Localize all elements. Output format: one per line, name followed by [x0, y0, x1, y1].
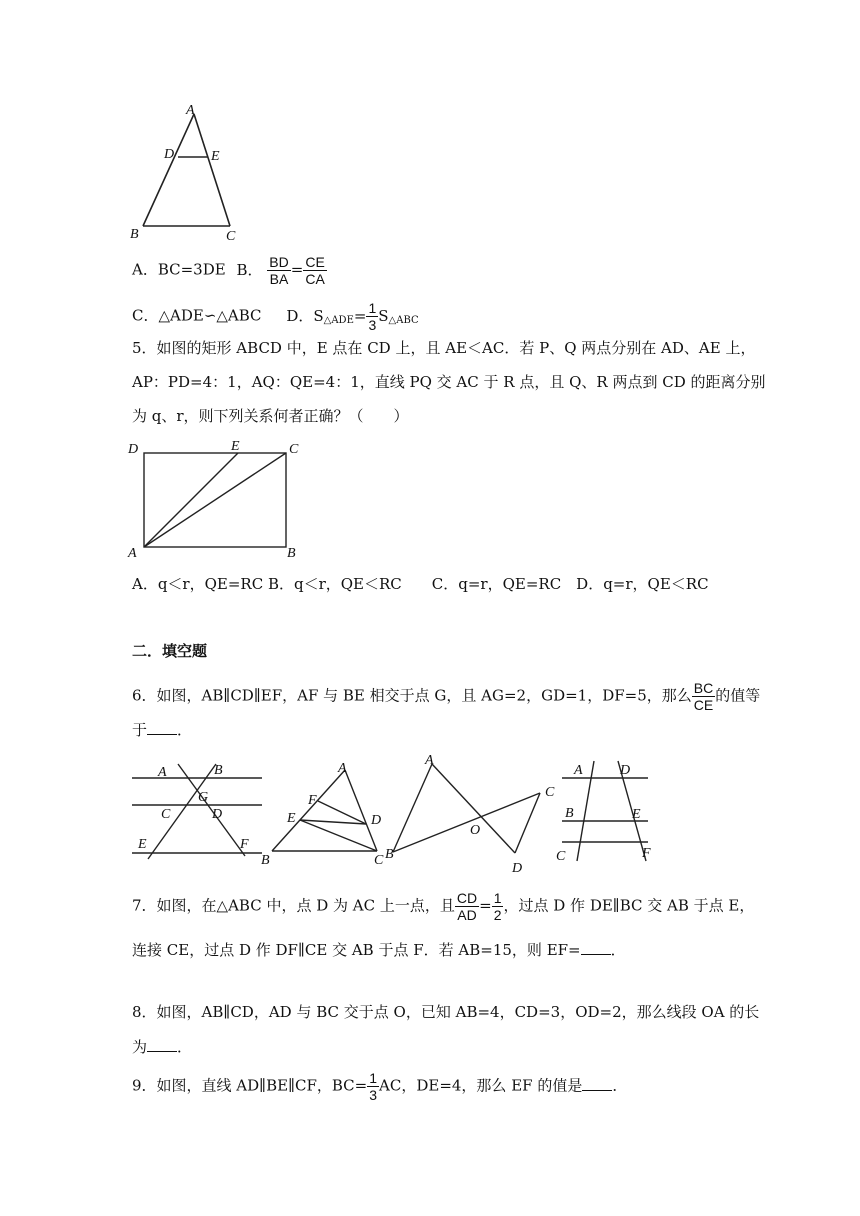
label-d: D [128, 442, 139, 457]
q9-line: 9．如图，直线 AD∥BE∥CF，BC= $\frac{1}{3}$ AC，DE=4，那么 EF 的值是 ． [132, 1070, 628, 1103]
q6-line-1: 6．如图，AB∥CD∥EF，AF 与 BE 相交于点 G，且 AG=2，GD=1，DF=5，那么 $\frac{BC}{CE}$ 的值等 [132, 680, 761, 713]
q5-line-1: 5．如图的矩形 ABCD 中，E 点在 CD 上，且 AE＜AC．若 P、Q 两点分别在 AD、AE 上， [132, 339, 756, 357]
svg-text:B: B [214, 763, 223, 778]
answer-blank[interactable] [581, 940, 611, 955]
svg-text:D: D [512, 861, 523, 876]
svg-text:A: A [338, 761, 347, 776]
svg-text:D: D [620, 763, 631, 778]
q8-line-2: 为 ． [132, 1038, 193, 1056]
svg-text:O: O [470, 823, 481, 838]
svg-text:F: F [308, 793, 317, 808]
label-b: B [130, 227, 139, 242]
q7-line-2: 连接 CE，过点 D 作 DF∥CE 交 AB 于点 F．若 AB=15，则 EF= ． [132, 941, 626, 959]
svg-text:E: E [287, 811, 296, 826]
rectangle-figure [126, 436, 316, 561]
q5-line-3: 为 q、r，则下列关系何者正确？（ ） [132, 407, 409, 425]
label-e: E [231, 439, 240, 454]
q4-options-cd [132, 300, 419, 333]
answer-blank[interactable] [147, 1037, 177, 1052]
svg-text:E: E [632, 807, 641, 822]
answer-blank[interactable] [147, 720, 177, 735]
q4-fraction-ce-ca: $\frac{CE}{CA}$ [305, 254, 325, 287]
svg-text:E: E [138, 837, 147, 852]
q5-line-2: AP：PD=4：1，AQ：QE=4：1，直线 PQ 交 AC 于 R 点，且 Q、R 两点到 CD 的距离分别 [132, 373, 766, 391]
answer-blank[interactable] [582, 1076, 612, 1091]
q4-option-b-prefix: B． [236, 260, 263, 279]
q4-option-a: A．BC=3DE [132, 260, 226, 279]
svg-text:B: B [565, 806, 574, 821]
svg-text:G: G [198, 790, 209, 805]
triangle-figure [128, 100, 258, 245]
svg-text:C: C [374, 853, 384, 865]
q4-options-ab: A．BC=3DE B． $\frac{BD}{BA}$ = $\frac{CE}{CA}$ [132, 254, 325, 287]
q7-line-1: 7．如图，在△ABC 中，点 D 为 AC 上一点，且 $\frac{CD}{AD}$ = $\frac{1}{2}$ ，过点 D 作 DE∥BC 交 AB 于点 E， [132, 890, 755, 923]
svg-text:C: C [161, 807, 171, 822]
svg-text:A: A [158, 765, 167, 780]
svg-text:F: F [642, 846, 651, 861]
svg-text:A: A [574, 763, 583, 778]
q4-option-c: C．△ADE∽△ABC [132, 306, 262, 325]
section-heading: 二．填空题 [132, 643, 208, 660]
q8-line-1: 8．如图，AB∥CD，AD 与 BC 交于点 O，已知 AB=4，CD=3，OD=2，那么线段 OA 的长 [132, 1003, 760, 1021]
q4-option-d: D．$S_{\triangle ADE}=$ $\frac{1}{3}$ $S_{\triangle ABC}$ [286, 300, 419, 333]
svg-text:C: C [556, 849, 566, 864]
label-a: A [128, 546, 137, 561]
svg-text:C: C [545, 785, 555, 800]
label-c: C [226, 229, 236, 244]
svg-text:B: B [261, 853, 270, 865]
label-e: E [211, 149, 220, 164]
label-c: C [289, 442, 299, 457]
figure-bowtie [380, 748, 565, 878]
svg-text:F: F [240, 837, 249, 852]
figure-triangle-parallels [258, 760, 393, 865]
svg-text:A: A [425, 753, 434, 768]
figure-parallel-lines [128, 756, 268, 861]
label-a: A [186, 103, 195, 118]
label-d: D [164, 147, 175, 162]
svg-text:D: D [371, 813, 382, 828]
q4-fraction-bd-ba: $\frac{BD}{BA}$ [269, 254, 289, 287]
q5-options: A．q＜r，QE=RC B．q＜r，QE＜RC C．q=r，QE=RC D．q=r，QE＜RC [132, 575, 709, 593]
label-b: B [287, 546, 296, 561]
svg-text:D: D [212, 807, 223, 822]
figure-three-parallels [550, 756, 660, 866]
q6-line-2: 于 ． [132, 721, 193, 739]
svg-text:B: B [385, 847, 394, 862]
